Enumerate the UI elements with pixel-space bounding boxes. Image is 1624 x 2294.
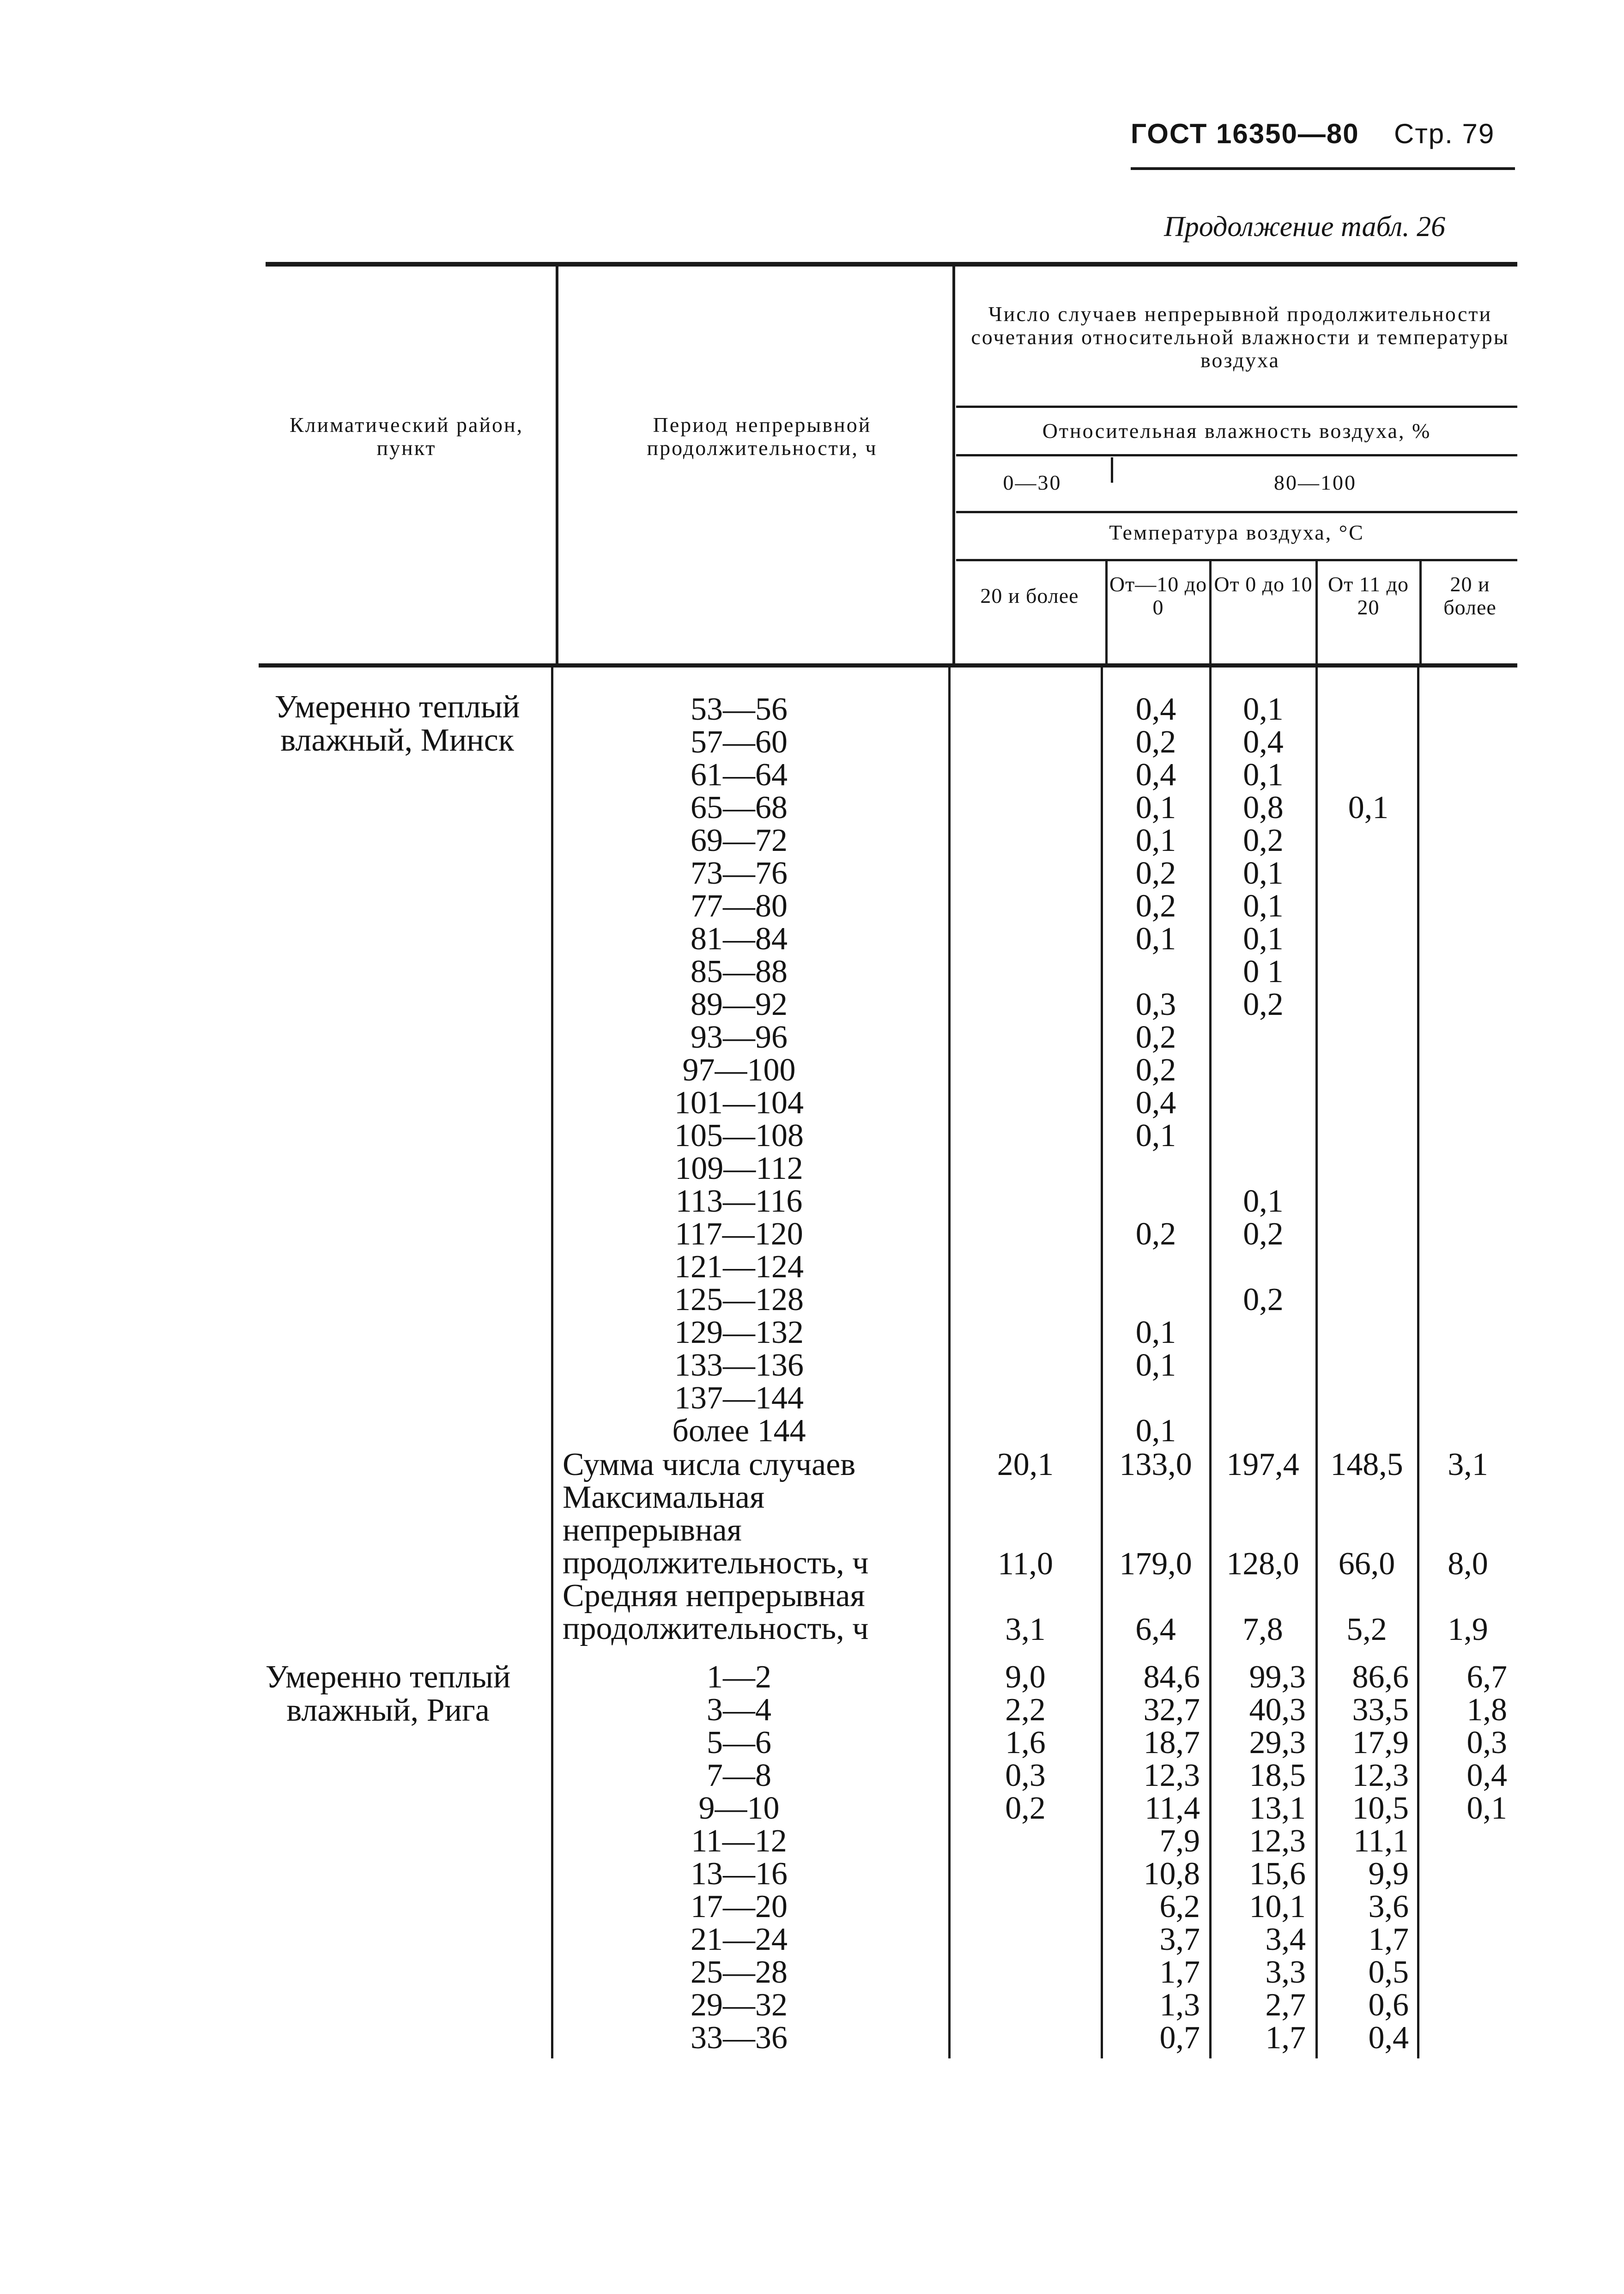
table-continuation: Продолжение табл. 26 xyxy=(1164,211,1446,243)
period-cell: 53—56 xyxy=(691,692,788,727)
value-cell: 0,2 xyxy=(1243,823,1284,858)
value-cell: 0,1 xyxy=(1135,1315,1176,1350)
column-header-period: Период непрерывной продолжительности, ч xyxy=(647,413,878,460)
period-cell: 69—72 xyxy=(691,823,788,858)
value-cell xyxy=(1212,1250,1314,1283)
column-header-count: Число случаев непрерывной продолжительности сочетания относительной влажности и температуры воздуха xyxy=(971,302,1509,372)
value-cell: 84,6 xyxy=(1143,1659,1200,1695)
period-cell: 5—6 xyxy=(707,1725,771,1760)
value-column-1 xyxy=(951,1661,1099,1825)
value-cell: 0,1 xyxy=(1466,1790,1507,1826)
value-cell xyxy=(1104,1152,1208,1185)
period-cell: 29—32 xyxy=(691,1987,788,2023)
period-cell: 137—144 xyxy=(674,1380,804,1416)
period-cell: 109—112 xyxy=(675,1151,803,1186)
rule-count xyxy=(956,406,1517,408)
avg-value: 1,9 xyxy=(1448,1612,1488,1647)
value-cell: 13,1 xyxy=(1249,1790,1306,1826)
period-cell: 129—132 xyxy=(674,1315,804,1350)
column-divider xyxy=(1315,561,1318,664)
summary-label-avg: Средняя непрерывная продолжительность, ч xyxy=(563,1578,869,1646)
column-divider xyxy=(1209,561,1212,664)
value-cell xyxy=(1104,1382,1208,1414)
avg-value: 3,1 xyxy=(1005,1612,1046,1647)
value-cell: 0,1 xyxy=(1135,1118,1176,1153)
value-cell: 0,2 xyxy=(1135,888,1176,924)
value-cell: 40,3 xyxy=(1249,1692,1306,1728)
value-cell xyxy=(1212,1054,1314,1086)
max-value: 11,0 xyxy=(998,1546,1053,1582)
value-cell: 0,1 xyxy=(1243,888,1284,924)
value-cell: 99,3 xyxy=(1249,1659,1306,1695)
max-value: 128,0 xyxy=(1226,1546,1299,1582)
period-cell: 7—8 xyxy=(707,1758,771,1793)
period-cell: 17—20 xyxy=(691,1889,788,1924)
temp-column-4: От 11 до 20 xyxy=(1327,572,1409,619)
period-cell: 9—10 xyxy=(698,1790,780,1826)
period-cell: 121—124 xyxy=(674,1249,804,1285)
period-column xyxy=(647,693,831,1447)
value-column-3 xyxy=(1212,693,1314,1316)
value-cell: 0,1 xyxy=(1243,856,1284,891)
value-cell xyxy=(1212,1119,1314,1152)
period-column xyxy=(647,1661,831,2054)
value-cell: 0,4 xyxy=(1135,757,1176,793)
value-cell: 7,9 xyxy=(1159,1823,1200,1859)
value-cell: 0,6 xyxy=(1368,1987,1409,2023)
header-rule xyxy=(1131,167,1515,170)
summary-label-sum: Сумма числа случаев xyxy=(563,1447,856,1482)
period-cell: 13—16 xyxy=(691,1856,788,1892)
value-cell: 0,1 xyxy=(1135,1413,1176,1449)
value-cell: 1,6 xyxy=(1005,1725,1046,1760)
column-header-region: Климатический район, пункт xyxy=(289,413,524,460)
period-cell: 65—68 xyxy=(691,790,788,825)
max-value: 179,0 xyxy=(1119,1546,1192,1582)
avg-value: 5,2 xyxy=(1346,1612,1387,1647)
period-cell: 21—24 xyxy=(691,1922,788,1957)
value-cell: 29,3 xyxy=(1249,1725,1306,1760)
value-column-4 xyxy=(1319,791,1418,824)
value-cell: 15,6 xyxy=(1249,1856,1306,1892)
rule-humidity xyxy=(956,454,1517,456)
value-cell: 1,7 xyxy=(1265,2020,1306,2056)
value-cell: 1,8 xyxy=(1466,1692,1507,1728)
period-cell: 73—76 xyxy=(691,856,788,891)
value-column-4 xyxy=(1317,1661,1409,2054)
value-cell: 3,7 xyxy=(1159,1922,1200,1957)
period-cell: 61—64 xyxy=(691,757,788,793)
table-top-rule xyxy=(266,262,1517,267)
value-cell: 33,5 xyxy=(1352,1692,1409,1728)
value-cell: 0,1 xyxy=(1135,1347,1176,1383)
value-cell: 0,3 xyxy=(1466,1725,1507,1760)
temp-column-1: 20 и более xyxy=(980,584,1079,607)
summary-label-max: Максимальная непрерывная продолжительность, ч xyxy=(563,1480,869,1581)
sum-value: 148,5 xyxy=(1330,1447,1403,1482)
value-cell: 6,7 xyxy=(1466,1659,1507,1695)
temp-column-2: От—10 до 0 xyxy=(1109,572,1207,619)
value-cell: 32,7 xyxy=(1143,1692,1200,1728)
value-cell: 0,1 xyxy=(1135,823,1176,858)
value-cell: 0,2 xyxy=(1135,1020,1176,1055)
value-cell: 10,1 xyxy=(1249,1889,1306,1924)
value-cell: 0,7 xyxy=(1159,2020,1200,2056)
value-cell: 0,3 xyxy=(1005,1758,1046,1793)
column-divider xyxy=(1419,561,1422,664)
value-cell xyxy=(1212,1086,1314,1119)
value-cell: 0 1 xyxy=(1243,954,1284,989)
value-cell: 12,3 xyxy=(1249,1823,1306,1859)
column-divider xyxy=(556,267,558,664)
avg-value: 6,4 xyxy=(1135,1612,1176,1647)
value-cell: 11,1 xyxy=(1353,1823,1409,1859)
value-cell: 0,2 xyxy=(1243,1282,1284,1317)
avg-value: 7,8 xyxy=(1242,1612,1283,1647)
value-cell: 17,9 xyxy=(1352,1725,1409,1760)
value-cell: 10,5 xyxy=(1352,1790,1409,1826)
value-cell: 1,7 xyxy=(1368,1922,1409,1957)
sum-value: 3,1 xyxy=(1448,1447,1488,1482)
period-cell: 105—108 xyxy=(674,1118,804,1153)
period-cell: 117—120 xyxy=(675,1216,803,1252)
value-cell: 1,3 xyxy=(1159,1987,1200,2023)
value-cell: 18,7 xyxy=(1143,1725,1200,1760)
value-cell: 0,3 xyxy=(1135,987,1176,1022)
value-cell: 2,2 xyxy=(1005,1692,1046,1728)
value-cell: 3,4 xyxy=(1265,1922,1306,1957)
temperature-header: Температура воздуха, °С xyxy=(1109,521,1364,544)
sum-value: 20,1 xyxy=(997,1447,1054,1482)
max-value: 8,0 xyxy=(1448,1546,1488,1582)
header-bottom-rule xyxy=(259,663,1517,668)
value-cell: 3,3 xyxy=(1265,1954,1306,1990)
value-cell: 11,4 xyxy=(1145,1790,1200,1826)
column-divider xyxy=(551,668,553,2058)
value-cell: 3,6 xyxy=(1368,1889,1409,1924)
rule-temperature xyxy=(956,559,1517,561)
column-divider xyxy=(1105,561,1108,664)
summary-labels xyxy=(563,1448,946,1645)
value-cell: 0,5 xyxy=(1368,1954,1409,1990)
value-cell: 0,1 xyxy=(1135,790,1176,825)
value-column-3 xyxy=(1211,1661,1306,2054)
value-cell: 0,1 xyxy=(1135,921,1176,957)
value-cell: 12,3 xyxy=(1143,1758,1200,1793)
value-cell: 0,2 xyxy=(1243,1216,1284,1252)
period-cell: 125—128 xyxy=(674,1282,804,1317)
period-cell: 89—92 xyxy=(691,987,788,1022)
temp-column-3: От 0 до 10 xyxy=(1214,572,1313,596)
value-cell: 0,2 xyxy=(1135,1052,1176,1088)
rule-ranges xyxy=(956,511,1517,513)
value-cell: 0,2 xyxy=(1135,856,1176,891)
column-divider xyxy=(1417,668,1419,2058)
humidity-header: Относительная влажность воздуха, % xyxy=(1042,419,1431,443)
period-cell: 81—84 xyxy=(691,921,788,957)
value-cell: 9,0 xyxy=(1005,1659,1046,1695)
period-cell: 97—100 xyxy=(682,1052,796,1088)
period-cell: 113—116 xyxy=(675,1183,803,1219)
sum-value: 133,0 xyxy=(1119,1447,1192,1482)
value-cell: 0,2 xyxy=(1135,1216,1176,1252)
value-cell: 0,1 xyxy=(1243,1183,1284,1219)
period-cell: 93—96 xyxy=(691,1020,788,1055)
value-cell: 86,6 xyxy=(1352,1659,1409,1695)
period-cell: 77—80 xyxy=(691,888,788,924)
temp-column-5: 20 и более xyxy=(1443,572,1497,619)
value-column-5 xyxy=(1419,1661,1507,1825)
value-cell: 0,4 xyxy=(1243,724,1284,760)
value-cell: 0,4 xyxy=(1135,692,1176,727)
value-cell: 0,1 xyxy=(1243,757,1284,793)
period-cell: 101—104 xyxy=(674,1085,804,1121)
humidity-range-high: 80—100 xyxy=(1274,471,1357,494)
value-cell: 0,1 xyxy=(1348,790,1389,825)
period-cell: 33—36 xyxy=(691,2020,788,2056)
standard-number: ГОСТ 16350—80 xyxy=(1131,118,1359,149)
value-cell: 1,7 xyxy=(1159,1954,1200,1990)
value-cell: 0,2 xyxy=(1243,987,1284,1022)
humidity-range-low: 0—30 xyxy=(1003,471,1062,494)
value-cell: 6,2 xyxy=(1159,1889,1200,1924)
period-cell: 11—12 xyxy=(691,1823,787,1859)
region-name: Умеренно теплый влажный, Минск xyxy=(274,689,520,758)
value-cell xyxy=(1212,1021,1314,1054)
value-cell: 0,8 xyxy=(1243,790,1284,825)
value-cell: 0,4 xyxy=(1368,2020,1409,2056)
period-cell: 57—60 xyxy=(691,724,788,760)
period-cell: 1—2 xyxy=(707,1659,771,1695)
value-cell: 10,8 xyxy=(1143,1856,1200,1892)
value-cell: 0,1 xyxy=(1243,692,1284,727)
value-cell xyxy=(1104,1250,1208,1283)
value-cell: 12,3 xyxy=(1352,1758,1409,1793)
period-cell: 3—4 xyxy=(707,1692,771,1728)
value-cell: 0,2 xyxy=(1005,1790,1046,1826)
max-value: 66,0 xyxy=(1338,1546,1395,1582)
region-name: Умеренно теплый влажный, Рига xyxy=(265,1659,511,1728)
sum-value: 197,4 xyxy=(1226,1447,1299,1482)
period-cell: 133—136 xyxy=(674,1347,804,1383)
value-cell: 0,4 xyxy=(1135,1085,1176,1121)
period-cell: 85—88 xyxy=(691,954,788,989)
value-cell: 0,4 xyxy=(1466,1758,1507,1793)
value-cell xyxy=(1104,1185,1208,1218)
value-cell: 2,7 xyxy=(1265,1987,1306,2023)
period-cell: более 144 xyxy=(672,1413,806,1449)
period-cell: 25—28 xyxy=(691,1954,788,1990)
value-cell xyxy=(1104,955,1208,988)
value-column-2 xyxy=(1103,1661,1200,2054)
value-cell: 0,2 xyxy=(1135,724,1176,760)
column-divider xyxy=(948,668,951,2058)
value-cell: 0,1 xyxy=(1243,921,1284,957)
value-cell xyxy=(1104,1283,1208,1316)
value-column-2 xyxy=(1104,693,1208,1447)
value-cell: 9,9 xyxy=(1368,1856,1409,1892)
page-number: Стр. 79 xyxy=(1394,118,1495,149)
value-cell xyxy=(1212,1152,1314,1185)
value-cell: 18,5 xyxy=(1249,1758,1306,1793)
